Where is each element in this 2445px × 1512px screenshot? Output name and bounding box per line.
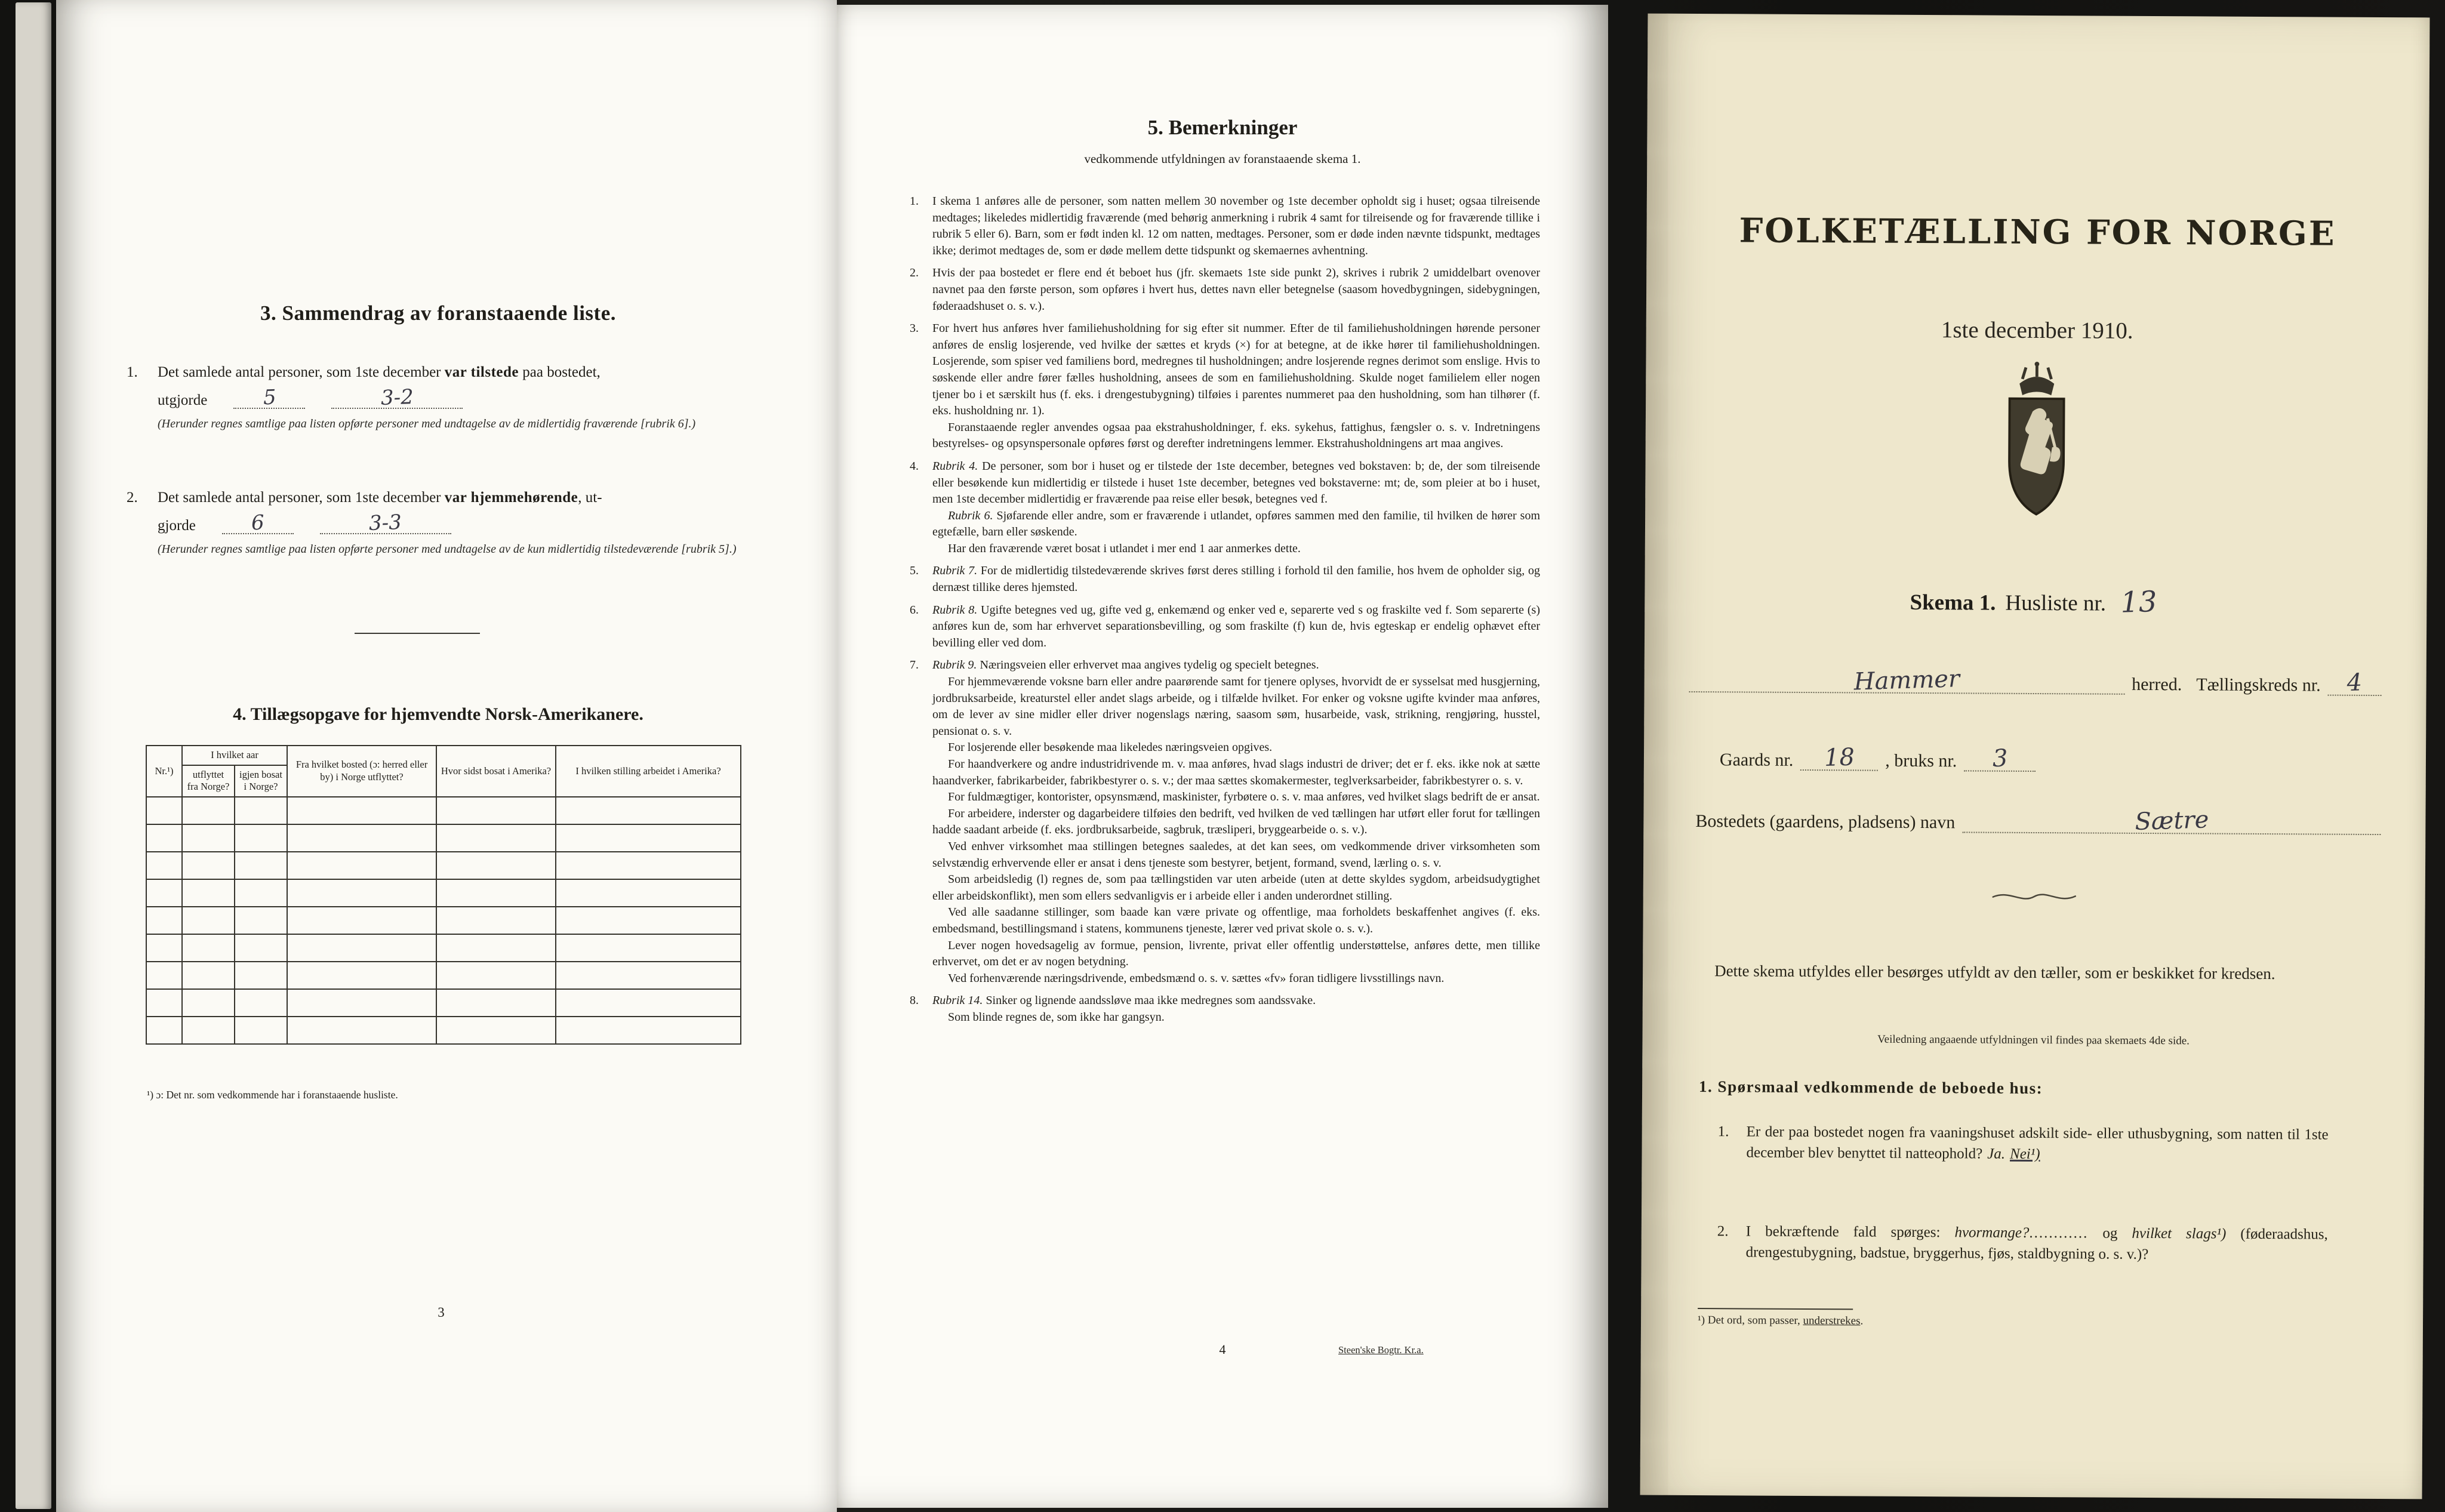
handwritten-bruk-slot (1964, 746, 2036, 772)
emphasized-phrase: var tilstede (444, 364, 519, 380)
page-number: 3 (438, 1305, 445, 1320)
empty-cell (287, 907, 436, 934)
remark-item-8 (907, 993, 1540, 1026)
empty-cell (146, 879, 182, 907)
empty-cell (556, 907, 741, 934)
summary-item-2-note: (Herunder regnes samtlige paa listen opførte personer med undtagelse av de kun midlertidig tilstedeværende [rubrik 5].) (158, 542, 737, 556)
census-date: 1ste december 1910. (1941, 317, 2133, 344)
empty-cell (235, 989, 287, 1017)
answer-nei-underlined: Nei¹) (2010, 1145, 2040, 1163)
table-row (146, 962, 741, 989)
schema-label: Skema 1. (1910, 590, 1996, 615)
empty-cell (436, 962, 556, 989)
handwritten-count: 6 (251, 510, 265, 535)
empty-cell (287, 934, 436, 962)
table-row (146, 797, 741, 824)
previous-page-edge (16, 2, 51, 1509)
empty-cell (182, 934, 235, 962)
col-header-from: Fra hvilket bosted (ɔ: herred eller by) i Norge utflyttet? (287, 746, 436, 797)
empty-cell (182, 1017, 235, 1044)
rubrik-lead: Rubrik 9. (932, 658, 977, 672)
remarks-title: 5. Bemerkninger (1147, 116, 1298, 139)
item-number: 1. (127, 364, 138, 380)
empty-cell (235, 1017, 287, 1044)
rubrik-lead: Rubrik 7. (932, 564, 978, 578)
summary-item-2-text: Det samlede antal personer, som 1ste december var hjemmehørende, ut- (158, 489, 602, 506)
remark-item-4 (907, 458, 1540, 558)
question-number: 2. (1717, 1223, 1729, 1240)
remark-number: 2. (910, 266, 919, 280)
paragraph: Rubrik 6. Sjøfarende eller andre, som er fraværende i utlandet, opføres sammen med den familie, til hvilken de hører som egtefælle, barn eller søskende. (932, 509, 1540, 539)
herred-line (1689, 667, 2382, 696)
italic-term: hvormange? (1954, 1224, 2030, 1241)
empty-cell (182, 797, 235, 824)
paragraph: Har den fraværende været bosat i utlandet i mer end 1 aar anmerkes dette. (948, 541, 1301, 555)
printer-imprint: Steen'ske Bogtr. Kr.a. (1338, 1344, 1424, 1356)
empty-cell (556, 879, 741, 907)
handwritten-tally-slot (331, 384, 463, 410)
handwritten-tally: 3-3 (368, 510, 402, 535)
paragraph: Rubrik 4. De personer, som bor i huset og er tilstede der 1ste december, betegnes ved bokstaven: b; de, der som tilreisende eller besøkende kun midlertidig er tilstede i huset 1ste december, betegnes ved bokstaverne: mt; de, som pleier at bo i huset, men 1ste december midlertidig er fraværende paa reise eller besøk, betegnes ved f. (932, 459, 1540, 506)
empty-cell (436, 852, 556, 879)
handwritten-herred-slot (1689, 667, 2125, 695)
handwritten-kreds-slot (2328, 671, 2382, 696)
rubrik-lead: Rubrik 6. (948, 509, 993, 522)
remarks-subtitle: vedkommende utfyldningen av foranstaaende skema 1. (1084, 152, 1361, 166)
emphasized-phrase: var hjemmehørende (444, 489, 578, 506)
italic-term: hvilket slags¹) (2132, 1225, 2227, 1242)
paragraph: For haandverkere og andre industridrivende m. v. maa anføres, hvad slags industri de driver; det er f. eks. ikke nok at sætte haandverker, fabrikarbeider, fabrikbestyrer o. s. v.; der maa sættes skomakermester, teglverksarbeider, fabrikbestyrer o. s. v. (932, 757, 1540, 787)
paragraph: Rubrik 14. Sinker og lignende aandssløve maa ikke medregnes som aandssvake. (932, 994, 1316, 1008)
empty-cell (436, 1017, 556, 1044)
handwritten-tally: 3-2 (380, 384, 414, 410)
table-row (146, 879, 741, 907)
handwritten-count-slot (233, 387, 305, 409)
norwegian-coat-of-arms-icon (1645, 360, 2428, 543)
empty-cell (556, 824, 741, 852)
remark-item-6 (907, 602, 1540, 652)
remark-number: 4. (910, 459, 919, 473)
empty-cell (287, 1017, 436, 1044)
empty-cell (235, 797, 287, 824)
bosted-label: Bostedets (gaardens, pladsens) navn (1695, 811, 1956, 833)
empty-cell (436, 797, 556, 824)
dotted-blank: ............ (2029, 1224, 2089, 1242)
empty-cell (556, 989, 741, 1017)
gaards-label: Gaards nr. (1719, 750, 1794, 770)
gaards-line (1713, 745, 2250, 773)
empty-cell (146, 934, 182, 962)
col-header-nr: Nr.¹) (146, 746, 182, 797)
paragraph: For hjemmeværende voksne barn eller andre paarørende samt for tjenere oplyses, hvorvidt de er sysselsat med husgjerning, jordbruksarbeide, kreaturstel eller andet slags arbeide, og i tilfælde hvilket. For enker og voksne ugifte kvinder maa anføres, om de lever av sine midler eller driver nogenslags næring, saasom søm, husarbeide, vask, strikning, rengjøring, husstel, pensionat o. s. v. (932, 675, 1540, 738)
empty-cell (235, 934, 287, 962)
table-row (146, 824, 741, 852)
summary-item-2 (127, 488, 777, 558)
col-header-last-residence: Hvor sidst bosat i Amerika? (436, 746, 556, 797)
remark-item-5 (907, 563, 1540, 596)
col-header-year-out: utflyttet fra Norge? (182, 765, 235, 797)
empty-cell (182, 989, 235, 1017)
census-title: FOLKETÆLLING FOR NORGE (1739, 211, 2336, 254)
schema-line (1645, 586, 2426, 618)
answer-ja: Ja. (1987, 1145, 2006, 1162)
paragraph: I skema 1 anføres alle de personer, som natten mellem 30 november og 1ste december opholdt sig i huset; ogsaa tilreisende medtages; likeledes midlertidig fraværende (med behørig anmerkning i rubrik 4 samt for tilreisende og for fraværende tillike i rubrik 5 eller 6). Barn, som er født inden kl. 12 om natten, medtages. Personer, som er døde inden nævnte tidspunkt, medtages ikke; derimot medtages de, som er døde mellem dette tidspunkt og skemaernes avhentning. (932, 195, 1540, 257)
remark-number: 7. (910, 658, 919, 672)
handwritten-count: 5 (262, 385, 276, 409)
handwritten-count-slot (222, 510, 294, 535)
col-header-year-group: I hvilket aar (182, 746, 287, 765)
handwritten-husliste-number: 13 (2120, 585, 2157, 620)
question-1 (1717, 1121, 2329, 1166)
empty-cell (235, 879, 287, 907)
table-row (146, 907, 741, 934)
remark-item-7 (907, 657, 1540, 987)
bosted-line (1688, 806, 2381, 835)
empty-cell (436, 934, 556, 962)
guidance-note: Veiledning angaaende utfyldningen vil findes paa skemaets 4de side. (1877, 1033, 2190, 1048)
empty-cell (436, 989, 556, 1017)
paragraph: Lever nogen hovedsagelig av formue, pension, livrente, privat eller offentlig understøttelse, anføres dette, men tillike erhvervet, om det er av nogen betydning. (932, 938, 1540, 969)
empty-cell (287, 989, 436, 1017)
table-row (146, 934, 741, 962)
item-number: 2. (127, 489, 138, 506)
husliste-label: Husliste nr. (2005, 590, 2107, 616)
empty-cell (146, 907, 182, 934)
remark-number: 5. (910, 564, 919, 578)
rubrik-lead: Rubrik 8. (932, 603, 978, 617)
table-row (146, 852, 741, 879)
ornament-flourish-icon (1643, 886, 2425, 907)
summary-item-1-note: (Herunder regnes samtlige paa listen opførte personer med undtagelse av de midlertidig fraværende [rubrik 6].) (158, 417, 696, 430)
section-3-title: 3. Sammendrag av foranstaaende liste. (260, 301, 616, 325)
paragraph: Ved enhver virksomhet maa stillingen betegnes saaledes, at det kan sees, om vedkommende driver virksomheten som selvstændig erhvervende eller er ansat i dens tjeneste som bestyrer, betjent, formand, svend, lærling o. s. v. (932, 839, 1540, 870)
answer-label: utgjorde (158, 392, 208, 408)
empty-cell (235, 824, 287, 852)
paragraph: Rubrik 8. Ugifte betegnes ved ug, gifte ved g, enkemænd og enker ved e, separerte ved s og fraskilte ved f. Som separerte (s) anføres kun de, som har erhvervet separationsbevilling, og som fraskilte (f) kun de, hvis egteskap er endelig ophævet efter bevilling eller ved dom. (932, 603, 1540, 649)
underlined-word: understrekes (1803, 1314, 1861, 1328)
empty-cell (235, 962, 287, 989)
empty-cell (182, 824, 235, 852)
section-4-title: 4. Tillægsopgave for hjemvendte Norsk-Amerikanere. (233, 704, 643, 724)
empty-cell (287, 797, 436, 824)
paragraph: For losjerende eller besøkende maa likeledes næringsveien opgives. (948, 741, 1273, 755)
right-page (1640, 14, 2430, 1499)
filler-instruction: Dette skema utfyldes eller besørges utfyldt av den tæller, som er beskikket for kredsen. (1714, 962, 2275, 983)
summary-item-1 (127, 363, 777, 432)
handwritten-bruk: 3 (1991, 744, 2008, 773)
empty-cell (146, 852, 182, 879)
paragraph: Ved forhenværende næringsdrivende, embedsmænd o. s. v. sættes «fv» foran tidligere livsstillings navn. (948, 971, 1445, 985)
empty-cell (556, 797, 741, 824)
middle-page (837, 5, 1608, 1508)
empty-cell (182, 907, 235, 934)
handwritten-gaard: 18 (1824, 743, 1855, 772)
empty-cell (182, 852, 235, 879)
handwritten-kreds: 4 (2347, 669, 2363, 697)
herred-label: herred. (2132, 674, 2182, 695)
summary-item-1-text: Det samlede antal personer, som 1ste december var tilstede paa bostedet, (158, 364, 601, 380)
remark-number: 3. (910, 322, 919, 335)
empty-cell (235, 907, 287, 934)
tellingskreds-label: Tællingskreds nr. (2196, 675, 2321, 695)
summary-item-1-answer-line (158, 384, 777, 410)
left-page (56, 0, 837, 1512)
remark-number: 1. (910, 195, 919, 208)
rubrik-lead: Rubrik 14. (932, 994, 983, 1008)
handwritten-gaard-slot (1800, 743, 1878, 772)
paragraph: For hvert hus anføres hver familiehusholdning for sig efter sit nummer. Efter de til familiehusholdningen hørende personer anføres de enslig losjerende, ved hvilke der sættes et kryds (×) for at betegne, at de ikke hører til familiehusholdningen. Losjerende, som spiser ved familiens bord, medregnes til husholdningen; andre losjerende regnes derimot som enslige. Hvis to søskende eller andre fører fælles husholdning, ansees de som en familiehusholdning. Skulde noget familielem eller nogen tjener bo i et særskilt hus (f. eks. i drengestubygning) tilføies i parentes nummeret paa den husholdning, som han tilhører (f. eks. husholdning nr. 1). (932, 322, 1540, 418)
paragraph: Som arbeidsledig (l) regnes de, som paa tællingstiden var uten arbeide (uten at dette skyldes sygdom, arbeidsudygtighet eller arbeidskonflikt), men som ellers sedvanligvis er i arbeide eller i anden underordnet stilling. (932, 873, 1540, 903)
right-page-footnote: ¹) Det ord, som passer, understrekes. (1698, 1308, 2032, 1329)
table-row (146, 1017, 741, 1044)
bruks-label: , bruks nr. (1885, 750, 1957, 771)
empty-cell (436, 879, 556, 907)
paragraph: For arbeidere, inderster og dagarbeidere tilføies den bedrift, ved hvilken de ved tællingen har utført eller forut for tællingen hadde saadant arbeide (f. eks. jordbruksarbeide, sagbruk, træsliperi, bryggearbeide o. s. v.). (932, 806, 1540, 837)
empty-cell (287, 879, 436, 907)
empty-cell (556, 1017, 741, 1044)
questions-title: 1. Spørsmaal vedkommende de beboede hus: (1699, 1077, 2043, 1098)
empty-cell (556, 934, 741, 962)
empty-cell (182, 962, 235, 989)
table-row (146, 989, 741, 1017)
empty-cell (436, 824, 556, 852)
col-header-year-back: igjen bosat i Norge? (235, 765, 287, 797)
handwritten-herred: Hammer (1853, 665, 1960, 696)
summary-item-2-answer-line (158, 510, 777, 535)
empty-cell (146, 797, 182, 824)
empty-cell (146, 962, 182, 989)
paragraph: Ved alle saadanne stillinger, som baade kan være private og offentlige, maa forholdets beskaffenhet angives (f. eks. embedsmand, bestillingsmand i statens, kommunens tjeneste, lærer ved privat skole o. s. v.). (932, 906, 1540, 935)
question-number: 1. (1717, 1123, 1729, 1140)
remark-item-2 (907, 265, 1540, 315)
handwritten-bosted-slot (1962, 808, 2381, 835)
page-number: 4 (1219, 1342, 1226, 1357)
empty-cell (556, 852, 741, 879)
section-divider-rule (355, 633, 480, 634)
empty-cell (287, 824, 436, 852)
question-2 (1717, 1221, 2328, 1265)
remark-item-3 (907, 321, 1540, 452)
empty-cell (436, 907, 556, 934)
handwritten-tally-slot (320, 510, 451, 535)
col-header-occupation: I hvilken stilling arbeidet i Amerika? (556, 746, 741, 797)
empty-cell (235, 852, 287, 879)
paragraph: Foranstaaende regler anvendes ogsaa paa ekstrahusholdninger, f. eks. sykehus, fattighus, fængsler o. s. v. Indretningens bestyrelses- og opsynspersonale opføres først og derefter indretningens lemmer. Ekstrahusholdningens art maa angives. (932, 420, 1540, 451)
remark-number: 8. (910, 994, 919, 1008)
empty-cell (182, 879, 235, 907)
empty-cell (146, 989, 182, 1017)
empty-cell (287, 962, 436, 989)
rubrik-lead: Rubrik 4. (932, 459, 978, 473)
norwegian-americans-table (146, 745, 741, 1045)
paragraph: Rubrik 7. For de midlertidig tilstedeværende skrives først deres stilling i forhold til den familie, hos hvem de opholder sig, og dernæst tillike deres hjemsted. (932, 564, 1540, 595)
answer-label: gjorde (158, 517, 196, 534)
empty-cell (556, 962, 741, 989)
remark-item-1 (907, 193, 1540, 259)
paragraph: Som blinde regnes de, som ikke har gangsyn. (948, 1010, 1165, 1024)
paragraph: Rubrik 9. Næringsveien eller erhvervet maa angives tydelig og specielt betegnes. (932, 658, 1319, 672)
table-footnote: ¹) ɔ: Det nr. som vedkommende har i foranstaaende husliste. (147, 1089, 398, 1101)
empty-cell (287, 852, 436, 879)
paragraph: For fuldmægtiger, kontorister, opsynsmænd, maskinister, fyrbøtere o. s. v. maa anføres, ved hvilket slags bedrift de er ansat. (948, 790, 1540, 804)
empty-cell (146, 1017, 182, 1044)
paragraph: Hvis der paa bostedet er flere end ét beboet hus (jfr. skemaets 1ste side punkt 2), skrives i rubrik 2 umiddelbart ovenover navnet paa den første person, som opføres i hvert hus, dettes navn eller betegnelse (saasom hovedbygningen, sidebygningen, føderaadshuset o. s. v.). (932, 266, 1540, 313)
question-2-text: I bekræftende fald spørges: hvormange?............ og hvilket slags¹) (føderaadshus, drengestubygning, badstue, bryggerhus, fjøs, staldbygning o. s. v.)? (1745, 1223, 2328, 1263)
remarks-body (907, 193, 1540, 1032)
question-1-text: Er der paa bostedet nogen fra vaaningshuset adskilt side- eller uthusbygning, som natten til 1ste december blev benyttet til natteophold? Ja. Nei¹) (1746, 1123, 2329, 1163)
empty-cell (146, 824, 182, 852)
remark-number: 6. (910, 603, 919, 617)
handwritten-bosted: Sætre (2134, 806, 2209, 836)
